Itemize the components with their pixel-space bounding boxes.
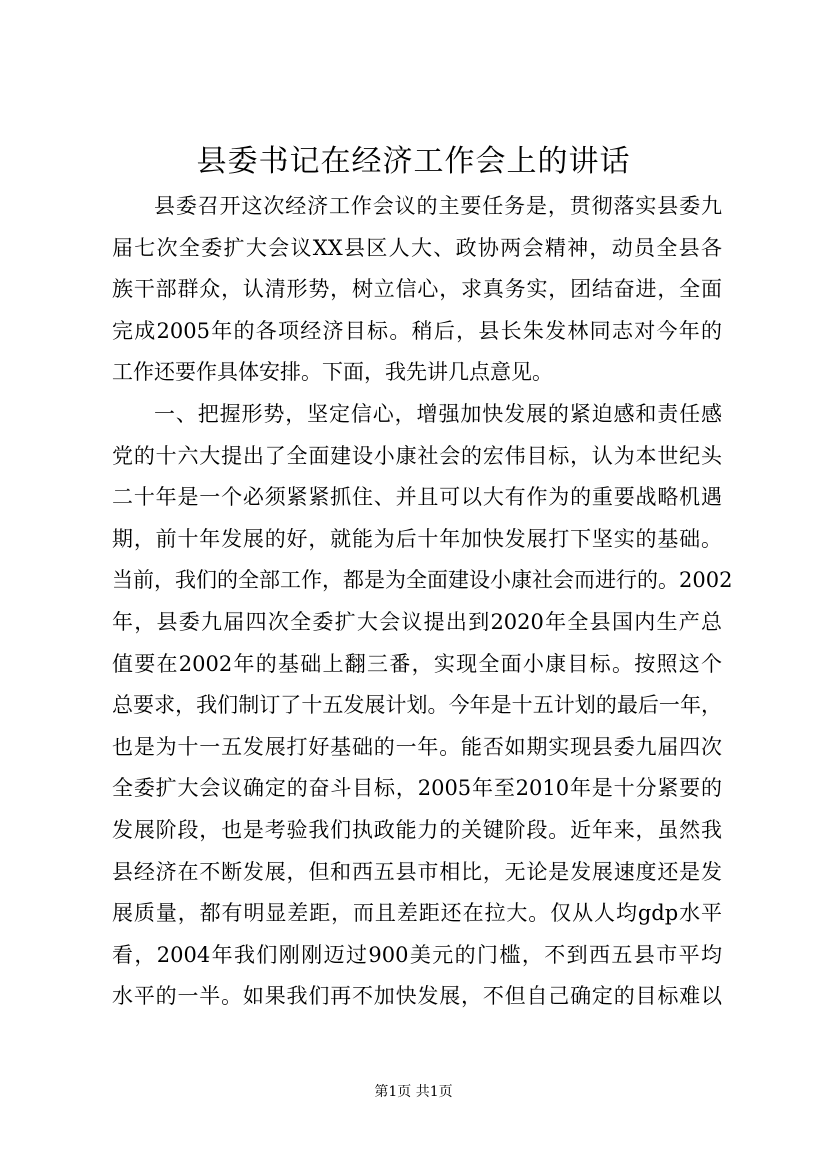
- text-line: 也是为十一五发展打好基础的一年。能否如期实现县委九届四次: [112, 734, 722, 759]
- text-line: 县委召开这次经济工作会议的主要任务是，贯彻落实县委九: [154, 194, 722, 218]
- text-line: 工作还要作具体安排。下面，我先讲几点意见。: [112, 360, 553, 385]
- text-line: 县经济在不断发展，但和西五县市相比，无论是发展速度还是发: [112, 859, 722, 884]
- document-title: 县委书记在经济工作会上的讲话: [196, 144, 631, 179]
- text-line: 党的十六大提出了全面建设小康社会的宏伟目标，认为本世纪头: [112, 443, 722, 468]
- text-line: 完成2005年的各项经济目标。稍后，县长朱发林同志对今年的: [112, 318, 722, 343]
- text-line: 族干部群众，认清形势，树立信心，求真务实，团结奋进，全面: [112, 277, 722, 302]
- text-line: 一、把握形势，坚定信心，增强加快发展的紧迫感和责任感: [154, 401, 722, 426]
- text-line: 当前，我们的全部工作，都是为全面建设小康社会而进行的。2002: [112, 568, 733, 593]
- text-line: 全委扩大会议确定的奋斗目标，2005年至2010年是十分紧要的: [112, 776, 722, 801]
- text-line: 发展阶段，也是考验我们执政能力的关键阶段。近年来，虽然我: [112, 817, 722, 842]
- text-line: 期，前十年发展的好，就能为后十年加快发展打下坚实的基础。: [112, 526, 722, 551]
- text-line: 届七次全委扩大会议XX县区人大、政协两会精神，动员全县各: [112, 235, 722, 260]
- document-body: [112, 186, 733, 1018]
- text-line: 水平的一半。如果我们再不加快发展，不但自己确定的目标难以: [112, 984, 722, 1009]
- text-line: 二十年是一个必须紧紧抓住、并且可以大有作为的重要战略机遇: [112, 485, 722, 510]
- text-line: 看，2004年我们刚刚迈过900美元的门槛，不到西五县市平均: [112, 942, 722, 967]
- text-line: 展质量，都有明显差距，而且差距还在拉大。仅从人均gdp水平: [112, 901, 722, 926]
- page-footer: 第1页 共1页: [374, 1084, 453, 1100]
- text-line: 总要求，我们制订了十五发展计划。今年是十五计划的最后一年，: [112, 693, 722, 718]
- text-line: 值要在2002年的基础上翻三番，实现全面小康目标。按照这个: [112, 651, 722, 676]
- text-line: 年，县委九届四次全委扩大会议提出到2020年全县国内生产总: [112, 609, 722, 634]
